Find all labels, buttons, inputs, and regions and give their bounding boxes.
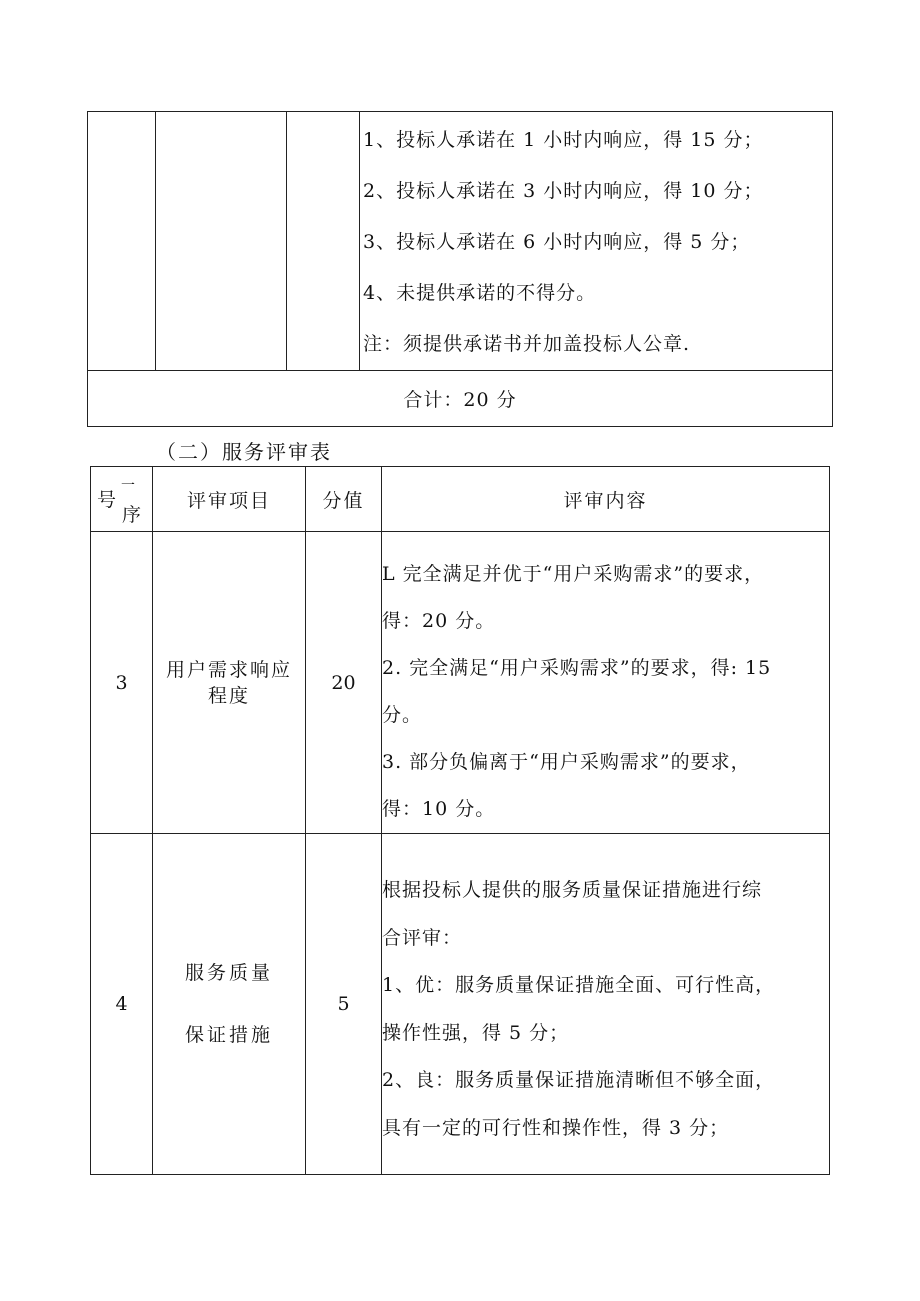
empty-cell — [287, 112, 360, 371]
rule-line: 3、投标人承诺在 6 小时内响应，得 5 分； — [363, 231, 751, 253]
header-content: 评审内容 — [382, 467, 830, 532]
scoring-rules-cell — [360, 112, 833, 371]
seq-cell: 4 — [91, 834, 153, 1175]
table-row — [91, 834, 830, 1175]
content-line: 2、良：服务质量保证措施清晰但不够全面， — [382, 1069, 776, 1091]
content-line: 1、优：服务质量保证措施全面、可行性高， — [382, 974, 776, 996]
seq-cell: 3 — [91, 532, 153, 834]
content-line: 分。 — [382, 704, 423, 726]
scoring-table-continued — [87, 111, 833, 427]
content-line: 3. 部分负偏离于“用户采购需求”的要求， — [382, 751, 751, 773]
content-line: 具有一定的可行性和操作性，得 3 分； — [382, 1116, 730, 1139]
content-line: L 完全满足并优于“用户采购需求”的要求， — [382, 563, 765, 585]
header-score: 分值 — [306, 467, 382, 532]
content-cell — [382, 834, 830, 1175]
score-cell: 5 — [306, 834, 382, 1175]
content-line: 根据投标人提供的服务质量保证措施进行综 — [382, 879, 763, 901]
content-line: 合评审： — [382, 926, 463, 949]
rule-line: 4、未提供承诺的不得分。 — [363, 282, 597, 304]
rule-line: 1、投标人承诺在 1 小时内响应，得 15 分； — [363, 129, 764, 151]
item-cell — [153, 532, 306, 834]
table-header-row — [91, 467, 830, 532]
header-seq — [91, 467, 153, 532]
table-row — [88, 371, 833, 427]
item-line: 程度 — [207, 684, 250, 707]
empty-cell — [88, 112, 156, 371]
content-line: 2. 完全满足“用户采购需求”的要求，得: 15 — [382, 657, 772, 679]
item-line: 保证措施 — [184, 1024, 273, 1046]
item-line: 用户需求响应 — [165, 658, 292, 681]
service-review-table — [90, 466, 830, 1175]
header-seq-part: 一 — [121, 478, 137, 494]
rule-note: 注：须提供承诺书并加盖投标人公章. — [363, 333, 691, 355]
content-cell — [382, 532, 830, 834]
section-title: （二）服务评审表 — [156, 440, 332, 464]
rule-line: 2、投标人承诺在 3 小时内响应，得 10 分； — [363, 180, 764, 202]
content-line: 得：10 分。 — [382, 798, 496, 820]
empty-cell — [156, 112, 287, 371]
table-row — [91, 532, 830, 834]
score-cell: 20 — [306, 532, 382, 834]
content-line: 得：20 分。 — [382, 610, 496, 632]
item-line: 服务质量 — [184, 962, 273, 984]
content-line: 操作性强，得 5 分； — [382, 1021, 570, 1044]
total-score: 合计：20 分 — [88, 371, 833, 427]
header-seq-part: 序 — [122, 504, 144, 526]
table-row — [88, 112, 833, 371]
header-seq-part: 号 — [97, 489, 119, 511]
header-item: 评审项目 — [153, 467, 306, 532]
item-cell — [153, 834, 306, 1175]
